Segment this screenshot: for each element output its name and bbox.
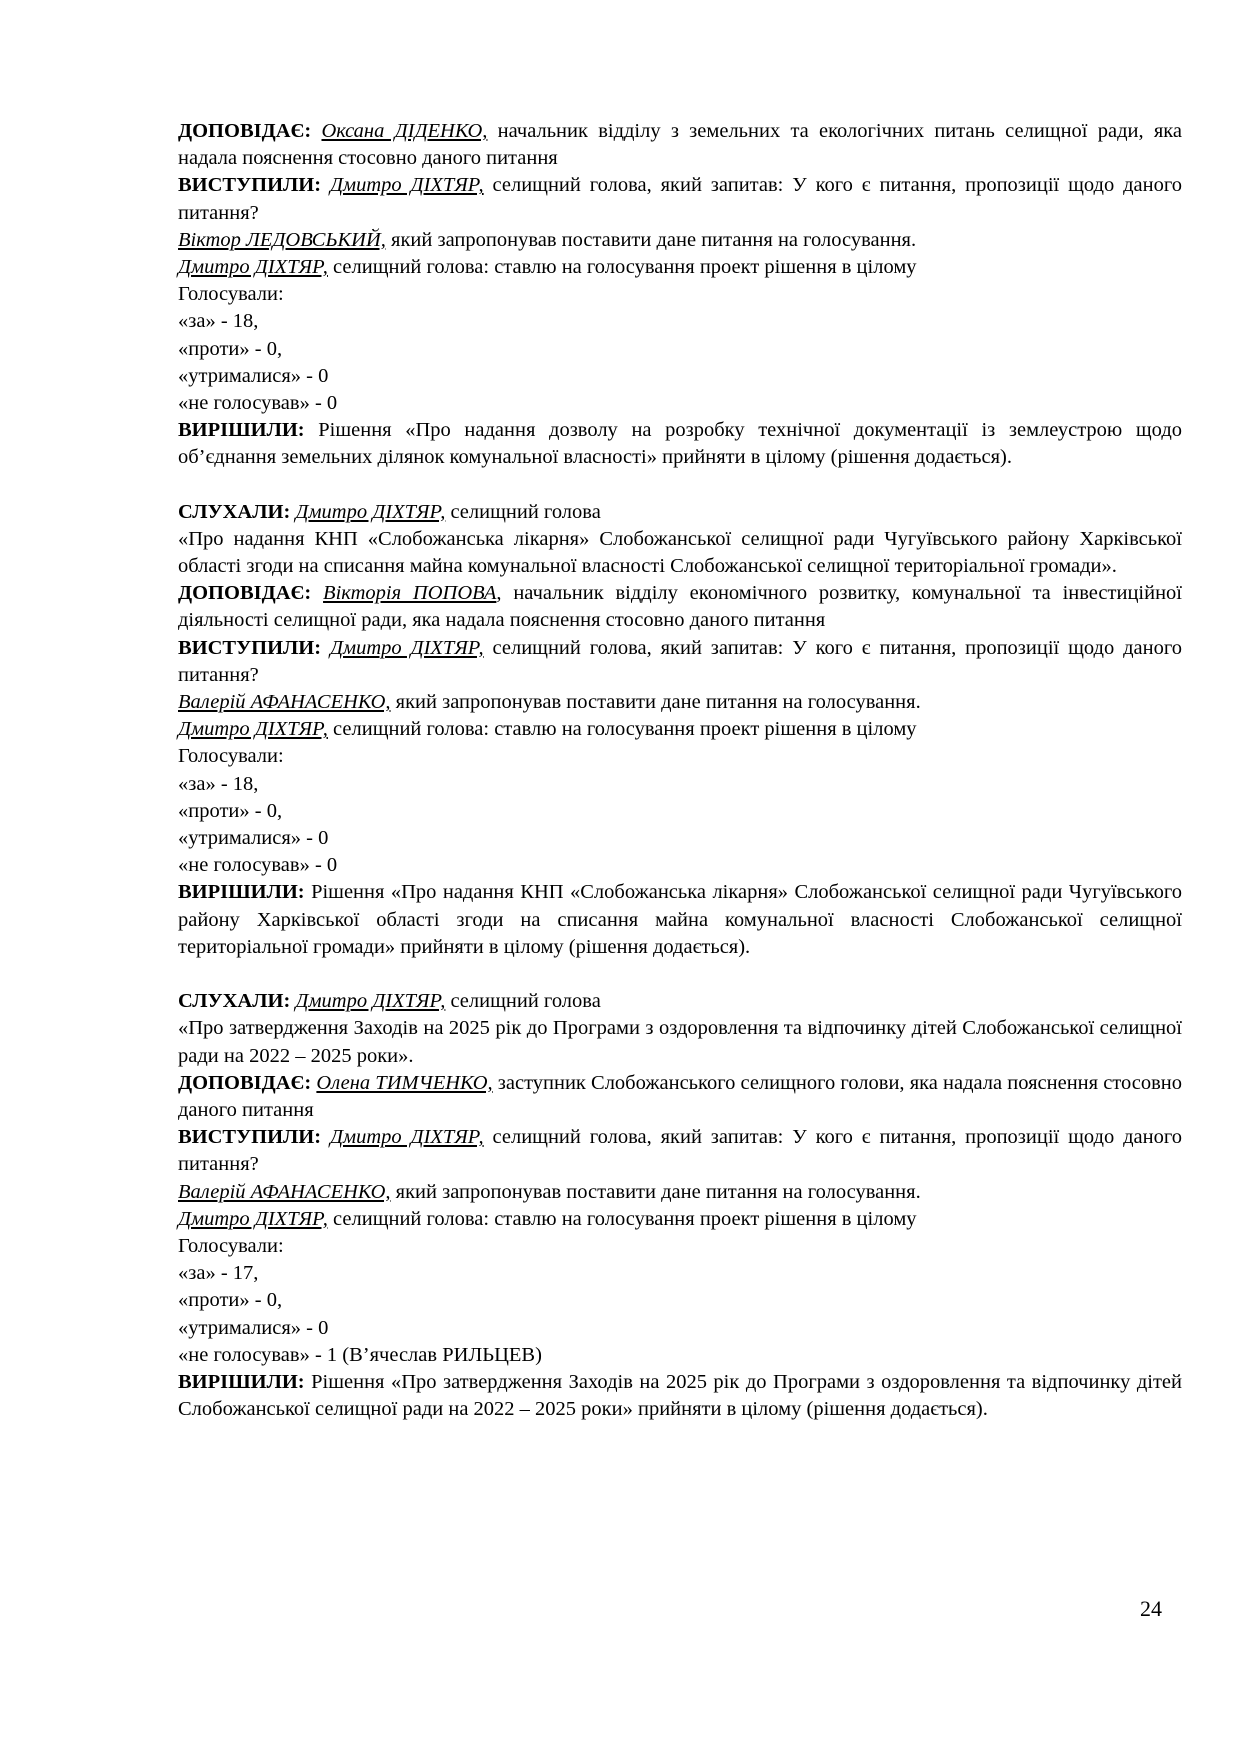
vote-call-text: селищний голова: ставлю на голосування проект рішення в цілому	[327, 1207, 917, 1230]
proposer-name: Віктор ЛЕДОВСЬКИЙ,	[178, 228, 386, 251]
heard-name: Дмитро ДІХТЯР,	[295, 500, 446, 523]
reporter-paragraph	[178, 1070, 1182, 1124]
votes-abstained: «утрималися» - 0	[178, 364, 329, 387]
speaker-name: Дмитро ДІХТЯР,	[329, 636, 484, 659]
reporter-label: ДОПОВІДАЄ:	[178, 1071, 312, 1094]
topic-paragraph: «Про затвердження Заходів на 2025 рік до Програми з оздоровлення та відпочинку дітей Слобожанської селищної ради на 2022 – 2025 роки».	[178, 1017, 1182, 1067]
agenda-item-2	[178, 499, 1182, 961]
reporter-paragraph	[178, 580, 1182, 634]
proposal-line	[178, 1179, 1182, 1206]
speaker-text: селищний голова, який запитав: У кого є питання, пропозиції щодо даного питання?	[178, 636, 1182, 686]
votes-against: «проти» - 0,	[178, 337, 283, 360]
votes-for: «за» - 18,	[178, 310, 259, 333]
reporter-text: , начальник відділу економічного розвитку, комунальної та інвестиційної діяльності селищної ради, яка надала пояснення стосовно даного питання	[178, 582, 1183, 632]
proposal-text: який запропонував поставити дане питання на голосування.	[390, 1180, 921, 1203]
heard-label: СЛУХАЛИ:	[178, 990, 291, 1013]
chair-name: Дмитро ДІХТЯР,	[178, 718, 328, 741]
decision-label: ВИРІШИЛИ:	[178, 1370, 305, 1393]
heard-name: Дмитро ДІХТЯР,	[295, 990, 446, 1013]
chair-name: Дмитро ДІХТЯР,	[178, 1207, 328, 1230]
topic-paragraph: «Про надання КНП «Слобожанська лікарня» Слобожанської селищної ради Чугуївського району Харківської області згоди на списання майна комунальної власності Слобожанської селищної територіальної громади».	[178, 527, 1182, 578]
speakers-label: ВИСТУПИЛИ:	[178, 174, 322, 197]
vote-call-text: селищний голова: ставлю на голосування проект рішення в цілому	[327, 718, 917, 741]
decision-paragraph	[178, 1369, 1182, 1423]
votes-abstained: «утрималися» - 0	[178, 827, 329, 850]
votes-against: «проти» - 0,	[178, 1289, 283, 1312]
speaker-name: Дмитро ДІХТЯР,	[329, 1126, 484, 1149]
heard-line	[178, 499, 1182, 526]
reporter-text: начальник відділу з земельних та екологічних питань селищної ради, яка надала пояснення стосовно даного питання	[178, 120, 1183, 170]
votes-not-voted: «не голосував» - 1 (В’ячеслав РИЛЬЦЕВ)	[178, 1343, 542, 1366]
votes-for: «за» - 17,	[178, 1262, 259, 1285]
reporter-name: Олена ТИМЧЕНКО,	[316, 1071, 493, 1094]
vote-call-text: селищний голова: ставлю на голосування проект рішення в цілому	[327, 256, 917, 279]
proposal-text: який запропонував поставити дане питання на голосування.	[385, 228, 917, 251]
heard-text: селищний голова	[445, 500, 601, 523]
proposal-text: який запропонував поставити дане питання на голосування.	[390, 691, 921, 714]
vote-call-line	[178, 716, 1182, 743]
decision-label: ВИРІШИЛИ:	[178, 419, 305, 442]
vote-call-line	[178, 1206, 1182, 1233]
speaker-text: селищний голова, який запитав: У кого є питання, пропозиції щодо даного питання?	[178, 1126, 1182, 1176]
reporter-paragraph	[178, 118, 1182, 172]
votes-against: «проти» - 0,	[178, 799, 283, 822]
speaker-name: Дмитро ДІХТЯР,	[329, 174, 484, 197]
protocol-page	[178, 118, 1182, 1423]
vote-call-line	[178, 254, 1182, 281]
agenda-item-1	[178, 118, 1182, 472]
reporter-name: Оксана ДІДЕНКО,	[321, 120, 488, 142]
speakers-label: ВИСТУПИЛИ:	[178, 1126, 322, 1149]
speakers-paragraph	[178, 1124, 1182, 1178]
reporter-text: заступник Слобожанського селищного голови, яка надала пояснення стосовно даного питання	[178, 1071, 1183, 1121]
section-gap	[178, 472, 1182, 499]
decision-paragraph	[178, 417, 1182, 471]
votes-not-voted: «не голосував» - 0	[178, 392, 338, 415]
section-gap	[178, 961, 1182, 988]
speaker-text: селищний голова, який запитав: У кого є питання, пропозиції щодо даного питання?	[178, 174, 1182, 224]
votes-not-voted: «не голосував» - 0	[178, 854, 338, 877]
decision-paragraph	[178, 879, 1182, 961]
heard-text: селищний голова	[445, 990, 601, 1013]
chair-name: Дмитро ДІХТЯР,	[178, 256, 328, 279]
speakers-paragraph	[178, 172, 1182, 226]
votes-abstained: «утрималися» - 0	[178, 1316, 329, 1339]
decision-text: Рішення «Про надання дозволу на розробку технічної документації із землеустрою щодо об’єднання земельних ділянок комунальної власності» прийняти в цілому (рішення додається).	[178, 419, 1182, 469]
proposal-line	[178, 689, 1182, 716]
agenda-item-3	[178, 988, 1182, 1423]
proposal-line	[178, 227, 1182, 254]
heard-label: СЛУХАЛИ:	[178, 500, 291, 523]
reporter-label: ДОПОВІДАЄ:	[178, 582, 312, 605]
reporter-name: Вікторія ПОПОВА	[323, 582, 497, 605]
page-number: 24	[1140, 1596, 1162, 1621]
votes-heading: Голосували:	[178, 283, 284, 306]
decision-text: Рішення «Про затвердження Заходів на 2025 рік до Програми з оздоровлення та відпочинку дітей Слобожанської селищної ради на 2022 – 2025 роки» прийняти в цілому (рішення додається).	[178, 1370, 1182, 1421]
decision-text: Рішення «Про надання КНП «Слобожанська лікарня» Слобожанської селищної ради Чугуївського району Харківської області згоди на списання майна комунальної власності Слобожанської селищної територіальної громади» прийняти в цілому (рішення додається).	[178, 881, 1182, 958]
votes-heading: Голосували:	[178, 1234, 284, 1257]
votes-for: «за» - 18,	[178, 772, 259, 795]
speakers-label: ВИСТУПИЛИ:	[178, 636, 322, 659]
decision-label: ВИРІШИЛИ:	[178, 881, 305, 904]
proposer-name: Валерій АФАНАСЕНКО,	[178, 1180, 391, 1203]
reporter-label: ДОПОВІДАЄ:	[178, 120, 312, 142]
heard-line	[178, 988, 1182, 1015]
votes-heading: Голосували:	[178, 745, 284, 768]
proposer-name: Валерій АФАНАСЕНКО,	[178, 691, 391, 714]
speakers-paragraph	[178, 635, 1182, 689]
